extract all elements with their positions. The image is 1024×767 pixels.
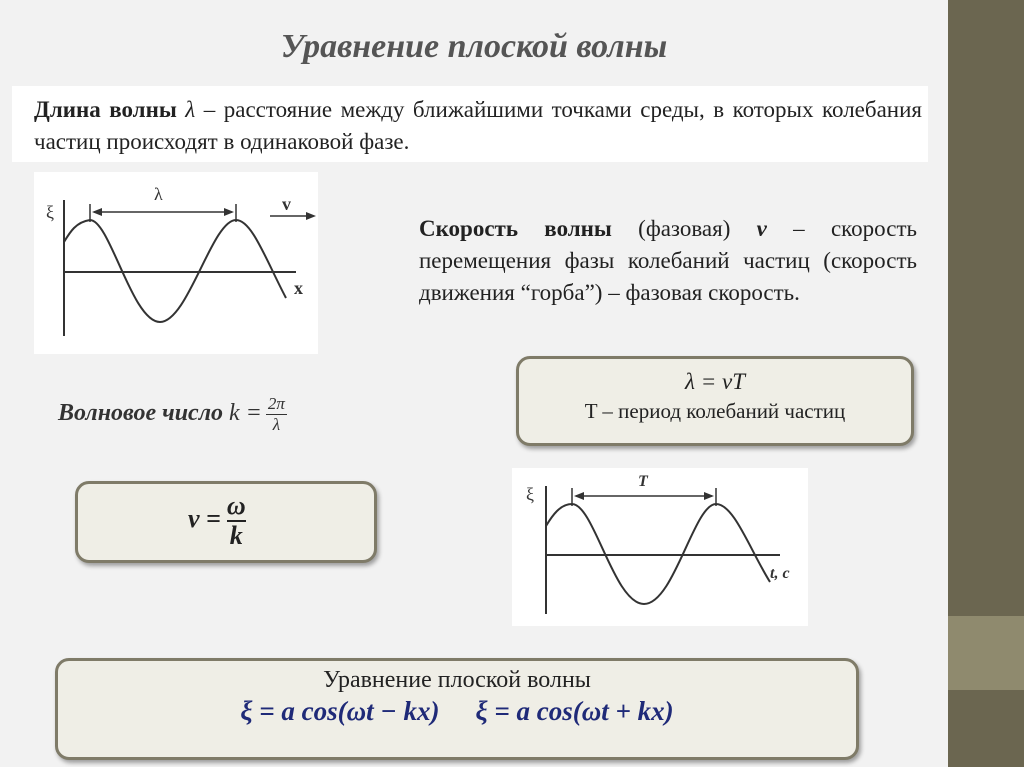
definition-body: – расстояние между ближайшими точками среды, в которых колебания частиц происходят в одинаковой фазе. [34,97,922,154]
velocity-left: v = [188,503,221,533]
graph1-lambda-label: λ [154,184,163,204]
graph2-x-label: t, c [770,565,790,582]
graph1-x-label: x [294,278,303,298]
velocity-denominator: k [229,521,243,550]
wave-equation-forward: ξ = a cos(ωt − kx) [240,696,440,726]
wave-number-label: Волновое число [58,400,224,427]
speed-qualifier: (фазовая) [611,216,757,241]
velocity-numerator: ω [226,491,246,520]
graph2-y-label: ξ [526,484,535,504]
definition-term: Длина волны [34,97,177,122]
graph1-velocity-label: v [282,194,291,214]
wavelength-formula: λ = vT [685,369,745,394]
graph2-period-label: T [638,473,648,490]
speed-symbol: v [756,216,767,241]
wave-equation-box [55,658,859,760]
wave-equations [58,696,856,727]
definition-symbol: λ [185,97,196,122]
wave-number-left: k = [229,400,262,427]
speed-term: Скорость волны [419,216,612,241]
wave-number-numerator: 2π [267,394,285,413]
wave-equation-backward: ξ = a cos(ωt + kx) [475,696,674,726]
speed-body: – скорость перемещения фазы колебаний частиц (скорость движения “горба”) – фазовая скорость. [419,216,917,305]
period-description: T – период колебаний частиц [584,399,846,423]
wave-equation-title: Уравнение плоской волны [323,667,591,693]
page-title: Уравнение плоской волны [280,28,668,65]
wave-number-denominator: λ [272,415,281,434]
graph1-y-label: ξ [46,202,55,222]
